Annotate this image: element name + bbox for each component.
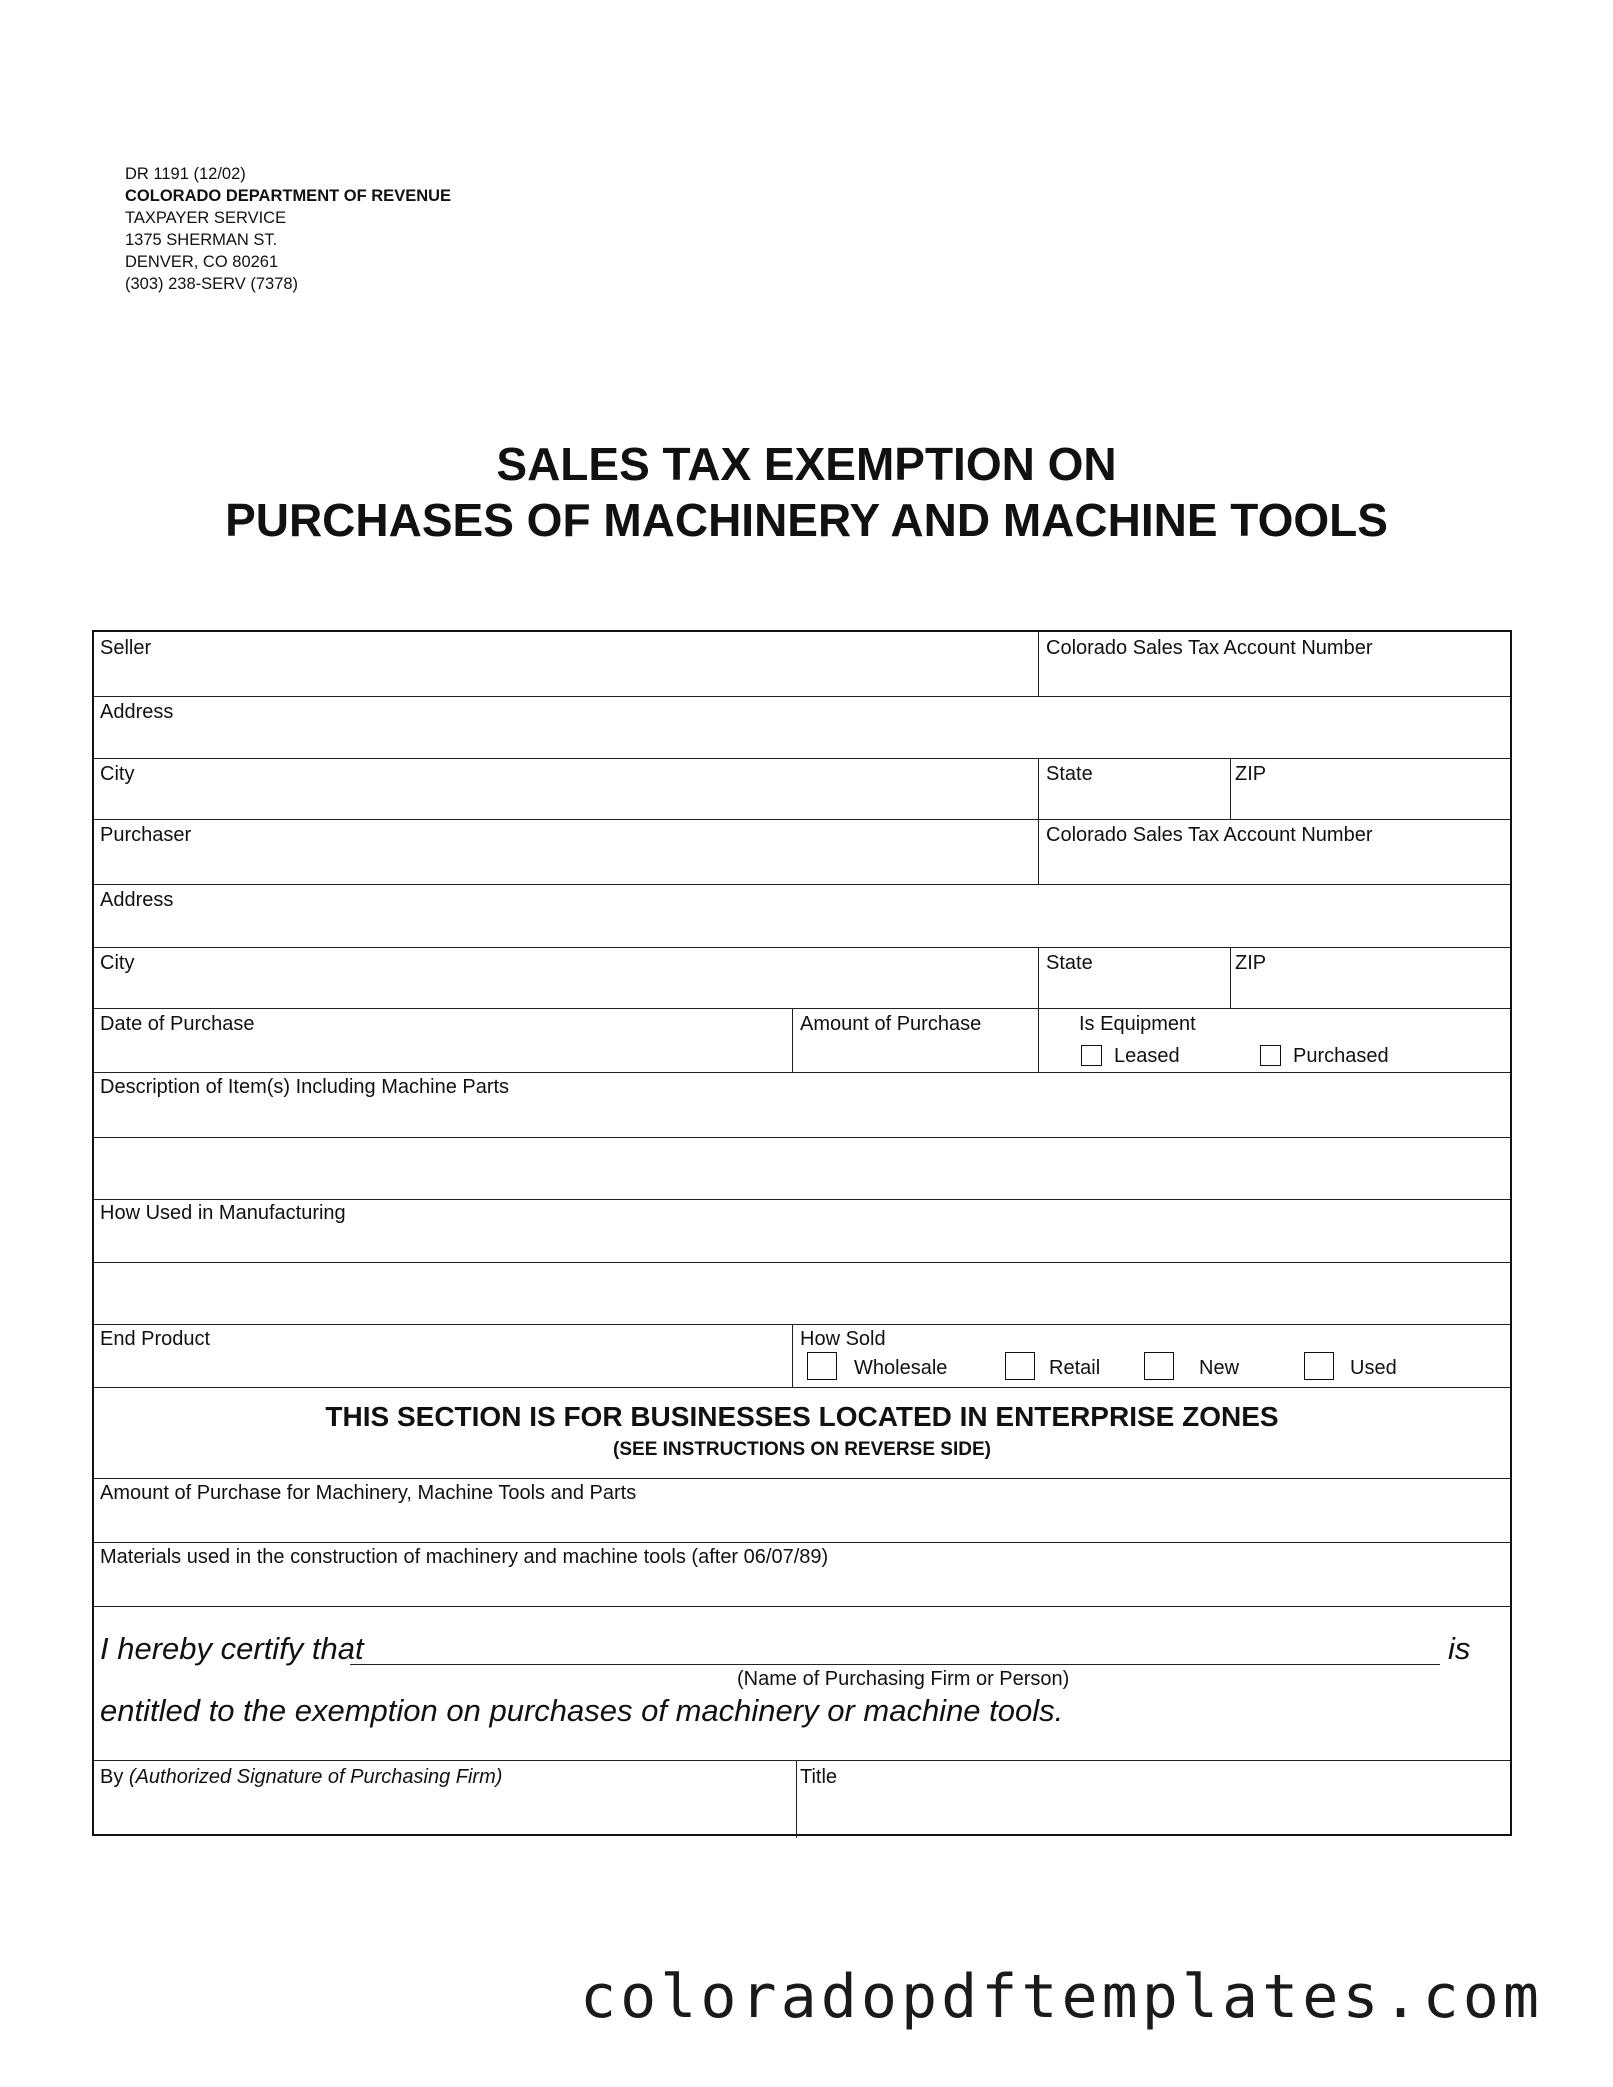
how-sold-label: How Sold [800,1328,886,1350]
purchased-label: Purchased [1293,1045,1389,1067]
seller-field[interactable]: Seller [100,637,152,659]
row-divider [94,947,1510,948]
purchased-checkbox[interactable] [1260,1045,1281,1066]
row-divider [94,1387,1510,1388]
purchasing-firm-name-line[interactable] [350,1664,1440,1665]
street-address: 1375 SHERMAN ST. [125,231,278,249]
manufacturing-use-field[interactable]: How Used in Manufacturing [100,1202,346,1224]
enterprise-zone-subheading: (SEE INSTRUCTIONS ON REVERSE SIDE) [613,1439,991,1460]
certify-tail-text: is [1448,1631,1471,1666]
certify-statement: entitled to the exemption on purchases of machinery or machine tools. [100,1693,1064,1728]
phone-number: (303) 238-SERV (7378) [125,275,299,293]
retail-checkbox[interactable] [1005,1352,1035,1380]
seller-state-field[interactable]: State [1046,763,1093,785]
certify-lead-text: I hereby certify that [100,1631,364,1666]
column-divider [1038,632,1039,696]
column-divider [1230,947,1231,1008]
agency-header [125,163,451,295]
row-divider [94,884,1510,885]
purchaser-city-field[interactable]: City [100,952,135,974]
seller-account-number-field[interactable]: Colorado Sales Tax Account Number [1046,637,1373,659]
column-divider [1038,819,1039,884]
wholesale-label: Wholesale [854,1357,948,1379]
item-description-field[interactable]: Description of Item(s) Including Machine Parts [100,1076,510,1098]
leased-checkbox[interactable] [1081,1045,1102,1066]
firm-name-caption: (Name of Purchasing Firm or Person) [737,1668,1070,1690]
wholesale-checkbox[interactable] [807,1352,837,1380]
department-name: COLORADO DEPARTMENT OF REVENUE [125,187,452,205]
retail-label: Retail [1049,1357,1101,1379]
row-divider [94,1008,1510,1009]
row-divider [94,758,1510,759]
purchaser-zip-field[interactable]: ZIP [1235,952,1267,974]
row-divider [94,696,1510,697]
row-divider [94,1072,1510,1073]
used-label: Used [1350,1357,1397,1379]
signature-note: (Authorized Signature of Purchasing Firm) [128,1766,503,1788]
city-state-zip: DENVER, CO 80261 [125,253,279,271]
row-divider [94,1606,1510,1607]
row-divider [94,1262,1510,1263]
purchaser-field[interactable]: Purchaser [100,824,192,846]
by-label: By [100,1766,124,1788]
purchaser-account-number-field[interactable]: Colorado Sales Tax Account Number [1046,824,1373,846]
site-watermark: coloradopdftemplates.com [580,1962,1543,2032]
new-checkbox[interactable] [1144,1352,1174,1380]
form-title-line-2: PURCHASES OF MACHINERY AND MACHINE TOOLS [225,494,1388,546]
end-product-field[interactable]: End Product [100,1328,211,1350]
date-of-purchase-field[interactable]: Date of Purchase [100,1013,255,1035]
row-divider [94,1542,1510,1543]
row-divider [94,1199,1510,1200]
column-divider [1038,1008,1039,1072]
service-name: TAXPAYER SERVICE [125,209,287,227]
column-divider [1038,947,1039,1008]
seller-zip-field[interactable]: ZIP [1235,763,1267,785]
row-divider [94,819,1510,820]
purchaser-address-field[interactable]: Address [100,889,174,911]
seller-city-field[interactable]: City [100,763,135,785]
form-number: DR 1191 (12/02) [125,165,246,183]
row-divider [94,1760,1510,1761]
amount-of-purchase-field[interactable]: Amount of Purchase [800,1013,982,1035]
exemption-form [92,630,1512,1836]
leased-label: Leased [1114,1045,1180,1067]
enterprise-zone-heading: THIS SECTION IS FOR BUSINESSES LOCATED IN ENTERPRISE ZONES [325,1401,1279,1432]
is-equipment-label: Is Equipment [1079,1013,1196,1035]
column-divider [796,1760,797,1838]
column-divider [1038,758,1039,819]
row-divider [94,1137,1510,1138]
machinery-purchase-amount-field[interactable]: Amount of Purchase for Machinery, Machine Tools and Parts [100,1482,637,1504]
authorized-signature-field[interactable] [100,1765,502,1789]
signer-title-field[interactable]: Title [800,1766,838,1788]
used-checkbox[interactable] [1304,1352,1334,1380]
seller-address-field[interactable]: Address [100,701,174,723]
construction-materials-field[interactable]: Materials used in the construction of machinery and machine tools (after 06/07/89) [100,1546,829,1568]
column-divider [1230,758,1231,819]
new-label: New [1199,1357,1240,1379]
row-divider [94,1324,1510,1325]
purchaser-state-field[interactable]: State [1046,952,1093,974]
column-divider [792,1324,793,1387]
column-divider [792,1008,793,1072]
form-title-line-1: SALES TAX EXEMPTION ON [496,438,1117,490]
row-divider [94,1478,1510,1479]
